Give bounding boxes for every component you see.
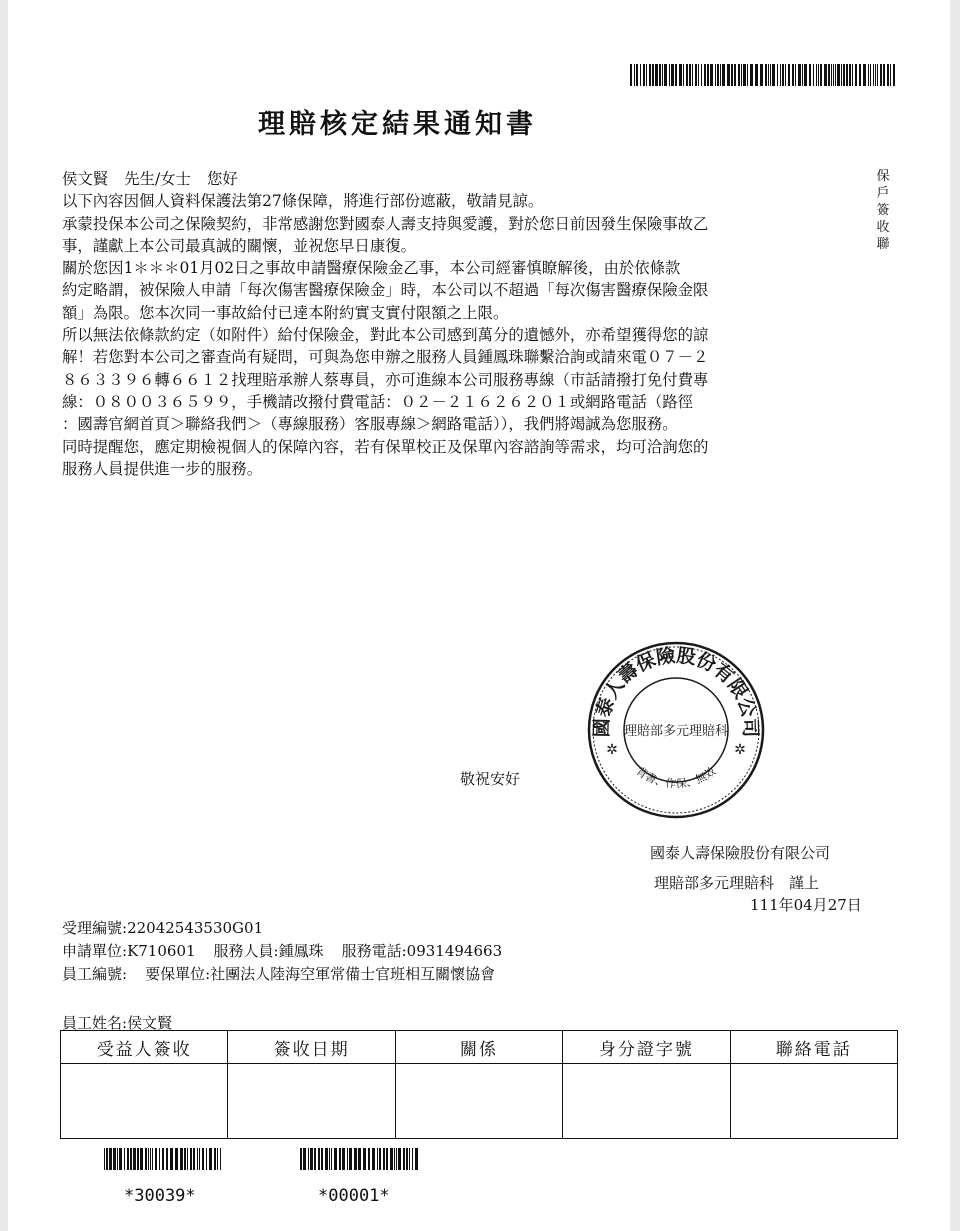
barcode-bar bbox=[704, 64, 706, 86]
barcode-bar bbox=[880, 64, 882, 86]
barcode-bar bbox=[820, 64, 822, 86]
barcode-bar bbox=[855, 64, 857, 86]
barcode-bar bbox=[159, 1148, 160, 1170]
barcode-bar bbox=[883, 64, 885, 86]
barcode-bar bbox=[396, 1148, 397, 1170]
barcode-bar bbox=[777, 64, 778, 86]
barcode-bar bbox=[394, 1148, 395, 1170]
barcode-bar bbox=[314, 1148, 316, 1170]
barcode-bar bbox=[137, 1148, 139, 1170]
barcode-bar bbox=[318, 1148, 320, 1170]
unit-label: 申請單位: bbox=[62, 942, 128, 960]
barcode-bar bbox=[321, 1148, 323, 1170]
barcode-bar bbox=[695, 64, 697, 86]
barcode-bar bbox=[220, 1148, 221, 1170]
barcode-bar bbox=[818, 64, 819, 86]
barcode-bar bbox=[199, 1148, 200, 1170]
barcode-bar bbox=[707, 64, 709, 86]
barcode-bar bbox=[104, 1148, 105, 1170]
barcode-bar bbox=[383, 1148, 385, 1170]
barcode-bar bbox=[873, 64, 874, 86]
barcode-bar bbox=[743, 64, 746, 86]
barcode-bar bbox=[890, 64, 891, 86]
barcode-bar bbox=[717, 64, 719, 86]
barcode-bar bbox=[409, 1148, 410, 1170]
table-header-row bbox=[61, 1031, 898, 1064]
barcode-bar bbox=[329, 1148, 330, 1170]
employee-name-label: 員工姓名: bbox=[62, 1014, 128, 1032]
barcode-bar bbox=[768, 64, 769, 86]
header-id-number: 身分證字號 bbox=[563, 1031, 730, 1064]
svg-text:背書、作保、無效 bbox=[634, 764, 719, 791]
barcode-bar bbox=[390, 1148, 393, 1170]
barcode-bar bbox=[148, 1148, 149, 1170]
barcode-bar bbox=[750, 64, 753, 86]
paragraph-line: ８６３３９６轉６６１２找理賠承辦人蔡專員，亦可進線本公司服務專線（市話請撥打免付費專 bbox=[62, 370, 709, 389]
barcode-bar bbox=[765, 64, 767, 86]
barcode-bar bbox=[852, 64, 853, 86]
barcode-bar bbox=[747, 64, 748, 86]
case-number-line bbox=[62, 917, 263, 938]
barcode-bar bbox=[698, 64, 699, 86]
header-sign-date: 簽收日期 bbox=[228, 1031, 395, 1064]
paragraph-line: 服務人員提供進一步的服務。 bbox=[62, 459, 263, 478]
barcode-bar bbox=[415, 1148, 418, 1170]
barcode-bar bbox=[868, 64, 869, 86]
barcode-bar bbox=[841, 64, 842, 86]
barcode-bar bbox=[214, 1148, 216, 1170]
barcode-bar bbox=[379, 1148, 381, 1170]
insured-unit-label: 要保單位: bbox=[145, 965, 211, 983]
barcode-bar bbox=[155, 1148, 157, 1170]
side-note: 保戶簽收聯 bbox=[876, 169, 890, 252]
unit-value: K710601 bbox=[127, 942, 196, 960]
barcode-bar bbox=[398, 1148, 401, 1170]
insured-unit: 社團法人陸海空軍常備士官班相互關懷協會 bbox=[210, 965, 496, 983]
barcode-bar bbox=[893, 64, 895, 86]
barcode-bar bbox=[363, 1148, 366, 1170]
barcode-bar bbox=[187, 1148, 188, 1170]
department-signoff: 理賠部多元理賠科 謹上 bbox=[654, 874, 820, 892]
barcode-bar bbox=[755, 64, 758, 86]
barcode-bar bbox=[180, 1148, 183, 1170]
barcode-bar bbox=[671, 64, 674, 86]
barcode-bar bbox=[809, 64, 811, 86]
barcode-bar bbox=[833, 64, 834, 86]
barcode-bar bbox=[770, 64, 771, 86]
barcode-bar bbox=[643, 64, 645, 86]
barcode-bar bbox=[863, 64, 866, 86]
paragraph-line: 承蒙投保本公司之保險契約，非常感謝您對國泰人壽支持與愛護，對於您日前因發生保險事故乙 bbox=[62, 214, 709, 233]
barcode-bar bbox=[782, 64, 784, 86]
barcode-bar bbox=[664, 64, 667, 86]
applicant-info-line bbox=[62, 940, 502, 961]
barcode-bar bbox=[843, 64, 845, 86]
barcode-bar bbox=[659, 64, 661, 86]
relationship-cell[interactable] bbox=[395, 1064, 562, 1139]
barcode-bar bbox=[166, 1148, 168, 1170]
barcode-bar bbox=[662, 64, 663, 86]
barcode-bar bbox=[816, 64, 817, 86]
barcode-bar bbox=[202, 1148, 204, 1170]
barcode-bar bbox=[303, 1148, 306, 1170]
barcode-icon bbox=[630, 64, 898, 86]
barcode-bar bbox=[675, 64, 677, 86]
barcode-bar bbox=[308, 1148, 309, 1170]
barcode-bar bbox=[162, 1148, 164, 1170]
paragraph-line: 事，謹獻上本公司最真誠的關懷，並祝您早日康復。 bbox=[62, 236, 416, 255]
barcode-bar bbox=[634, 64, 635, 86]
barcode-bar bbox=[358, 1148, 361, 1170]
barcode-bar bbox=[710, 64, 713, 86]
page-frame-left bbox=[0, 0, 8, 1231]
seal-star-icon: ✲ bbox=[606, 742, 618, 758]
barcode-bar bbox=[372, 1148, 375, 1170]
barcode-bar bbox=[106, 1148, 108, 1170]
paragraph-line: 解！若您對本公司之審查尚有疑問，可與為您申辦之服務人員鍾鳳珠聯繫洽詢或請來電０７－２ bbox=[62, 348, 709, 367]
barcode-bar bbox=[145, 1148, 147, 1170]
paragraph-line: 以下內容因個人資料保護法第27條保障，將進行部份遮蔽，敬請見諒。 bbox=[62, 192, 544, 211]
barcode-bar bbox=[140, 1148, 143, 1170]
seal-outer-text: 國泰人壽保險股份有限公司 bbox=[590, 644, 762, 738]
header-relationship: 關係 bbox=[395, 1031, 562, 1064]
company-name: 國泰人壽保險股份有限公司 bbox=[650, 844, 831, 862]
page-frame-right bbox=[950, 0, 960, 1231]
barcode-bar bbox=[652, 64, 654, 86]
barcode-bar bbox=[349, 1148, 352, 1170]
barcode-bar bbox=[184, 1148, 186, 1170]
barcode-bar bbox=[828, 64, 830, 86]
seal-inner-text: 理賠部多元理賠科 bbox=[623, 724, 729, 739]
barcode-bar bbox=[727, 64, 730, 86]
barcode-bar bbox=[331, 1148, 332, 1170]
barcode-bar bbox=[368, 1148, 370, 1170]
case-number-label: 受理編號: bbox=[62, 919, 128, 937]
barcode-bar bbox=[117, 1148, 118, 1170]
barcode-bar bbox=[669, 64, 670, 86]
header-contact-phone: 聯絡電話 bbox=[730, 1031, 897, 1064]
id-number-cell[interactable] bbox=[563, 1064, 730, 1139]
paragraph-line: 額」為限。您本次同一事故給付已達本附約實支實付限額之上限。 bbox=[62, 303, 509, 322]
barcode-bar bbox=[686, 64, 688, 86]
barcode-bar bbox=[403, 1148, 405, 1170]
barcode-bar bbox=[640, 64, 641, 86]
barcode-bar bbox=[339, 1148, 341, 1170]
barcode-bar bbox=[150, 1148, 151, 1170]
company-seal-icon bbox=[586, 640, 766, 820]
header-beneficiary-signature: 受益人簽收 bbox=[61, 1031, 228, 1064]
barcode-bar bbox=[875, 64, 876, 86]
barcode-label: *00001* bbox=[318, 1186, 390, 1206]
barcode-bar bbox=[859, 64, 861, 86]
barcode-bar bbox=[720, 64, 721, 86]
barcode-bar bbox=[804, 64, 807, 86]
barcode-bar bbox=[689, 64, 691, 86]
paragraph-line: 關於您因1＊＊＊01月02日之事故申請醫療保險金乙事，本公司經審慎瞭解後，由於依條款 bbox=[62, 259, 681, 278]
barcode-bar bbox=[133, 1148, 136, 1170]
barcode-bar bbox=[649, 64, 651, 86]
barcode-bar bbox=[785, 64, 786, 86]
barcode-bar bbox=[772, 64, 775, 86]
barcode-bar bbox=[386, 1148, 388, 1170]
employee-number-label: 員工編號: bbox=[62, 965, 128, 983]
page-title: 理賠核定結果通知書 bbox=[258, 109, 537, 140]
paragraph-line: ：國壽官網首頁＞聯絡我們＞（專線服務）客服專線＞網路電話）），我們將竭誠為您服務。 bbox=[62, 415, 678, 434]
barcode-bar bbox=[377, 1148, 378, 1170]
barcode-bar bbox=[788, 64, 790, 86]
barcode-bar bbox=[197, 1148, 198, 1170]
barcode-bar bbox=[798, 64, 801, 86]
barcode-icon bbox=[104, 1148, 224, 1170]
receipt-table bbox=[60, 1030, 898, 1139]
barcode-bar bbox=[741, 64, 742, 86]
barcode-bar bbox=[795, 64, 796, 86]
barcode-bar bbox=[175, 1148, 178, 1170]
barcode-bar bbox=[630, 64, 632, 86]
barcode-bar bbox=[636, 64, 638, 86]
barcode-bar bbox=[734, 64, 736, 86]
barcode-bar bbox=[813, 64, 814, 86]
agent-phone: 0931494663 bbox=[406, 942, 503, 960]
barcode-bar bbox=[113, 1148, 116, 1170]
barcode-bar bbox=[722, 64, 725, 86]
closing-regards: 敬祝安好 bbox=[460, 770, 521, 788]
barcode-bar bbox=[109, 1148, 112, 1170]
barcode-bar bbox=[824, 64, 827, 86]
barcode-bar bbox=[846, 64, 848, 86]
employee-info-line bbox=[62, 963, 495, 984]
paragraph-line: 線：０８００３６５９９，手機請改撥付費電話：０２－２１６２６２０１或網路電話（路徑 bbox=[62, 392, 694, 411]
agent-label: 服務人員: bbox=[213, 942, 279, 960]
letter-body bbox=[62, 168, 868, 480]
table-row bbox=[61, 1064, 898, 1139]
barcode-bar bbox=[837, 64, 840, 86]
barcode-bar bbox=[701, 64, 702, 86]
contact-phone-cell[interactable] bbox=[730, 1064, 897, 1139]
barcode-bar bbox=[190, 1148, 192, 1170]
seal-bottom-text: 背書、作保、無效 bbox=[633, 764, 719, 791]
barcode-bar bbox=[342, 1148, 345, 1170]
recipient-honorific: 先生/女士 bbox=[124, 170, 191, 188]
employee-name: 侯文賢 bbox=[127, 1014, 173, 1032]
barcode-bar bbox=[849, 64, 851, 86]
barcode-bar bbox=[217, 1148, 218, 1170]
barcode-label: *30039* bbox=[124, 1186, 196, 1206]
barcode-bar bbox=[692, 64, 693, 86]
barcode-bar bbox=[831, 64, 832, 86]
barcode-bar bbox=[802, 64, 803, 86]
barcode-bar bbox=[310, 1148, 313, 1170]
paragraph-line: 約定略謂，被保險人申請「每次傷害醫療保險金」時，本公司以不超過「每次傷害醫療保險金限 bbox=[62, 281, 709, 300]
sign-date-cell[interactable] bbox=[228, 1064, 395, 1139]
barcode-bar bbox=[193, 1148, 195, 1170]
barcode-bar bbox=[780, 64, 781, 86]
paragraph-line: 同時提醒您，應定期檢視個人的保障內容，若有保單校正及保單內容諮詢等需求，均可洽詢您的 bbox=[62, 437, 709, 456]
agent-phone-label: 服務電話: bbox=[341, 942, 407, 960]
barcode-bar bbox=[715, 64, 716, 86]
barcode-bar bbox=[124, 1148, 125, 1170]
salutation: 您好 bbox=[206, 170, 238, 188]
barcode-bar bbox=[792, 64, 794, 86]
barcode-bar bbox=[738, 64, 740, 86]
letter-date: 111年04月27日 bbox=[750, 896, 862, 914]
barcode-bar bbox=[731, 64, 733, 86]
greeting-line bbox=[62, 168, 868, 190]
barcode-bar bbox=[127, 1148, 129, 1170]
barcode-bar bbox=[679, 64, 682, 86]
barcode-bar bbox=[130, 1148, 132, 1170]
barcode-bar bbox=[760, 64, 763, 86]
barcode-bar bbox=[412, 1148, 413, 1170]
barcode-bar bbox=[646, 64, 647, 86]
barcode-bar bbox=[870, 64, 871, 86]
barcode-bar bbox=[683, 64, 684, 86]
recipient-name: 侯文賢 bbox=[62, 170, 109, 188]
barcode-bar bbox=[347, 1148, 348, 1170]
barcode-icon bbox=[300, 1148, 420, 1170]
barcode-bar bbox=[209, 1148, 212, 1170]
barcode-bar bbox=[152, 1148, 153, 1170]
barcode-bar bbox=[119, 1148, 122, 1170]
signature-cell[interactable] bbox=[61, 1064, 228, 1139]
barcode-bar bbox=[334, 1148, 337, 1170]
barcode-bar bbox=[887, 64, 889, 86]
paragraph-line: 所以無法依條款約定（如附件）給付保險金，對此本公司感到萬分的遺憾外，亦希望獲得您的諒 bbox=[62, 326, 709, 345]
barcode-bar bbox=[835, 64, 836, 86]
barcode-bar bbox=[655, 64, 658, 86]
barcode-bar bbox=[877, 64, 878, 86]
case-number: 22042543530G01 bbox=[127, 919, 264, 937]
barcode-bar bbox=[354, 1148, 357, 1170]
barcode-bar bbox=[206, 1148, 207, 1170]
barcode-bar bbox=[406, 1148, 408, 1170]
agent-name: 鍾鳳珠 bbox=[278, 942, 324, 960]
barcode-bar bbox=[300, 1148, 302, 1170]
barcode-bar bbox=[325, 1148, 328, 1170]
barcode-bar bbox=[170, 1148, 173, 1170]
seal-star-icon: ✲ bbox=[734, 742, 746, 758]
